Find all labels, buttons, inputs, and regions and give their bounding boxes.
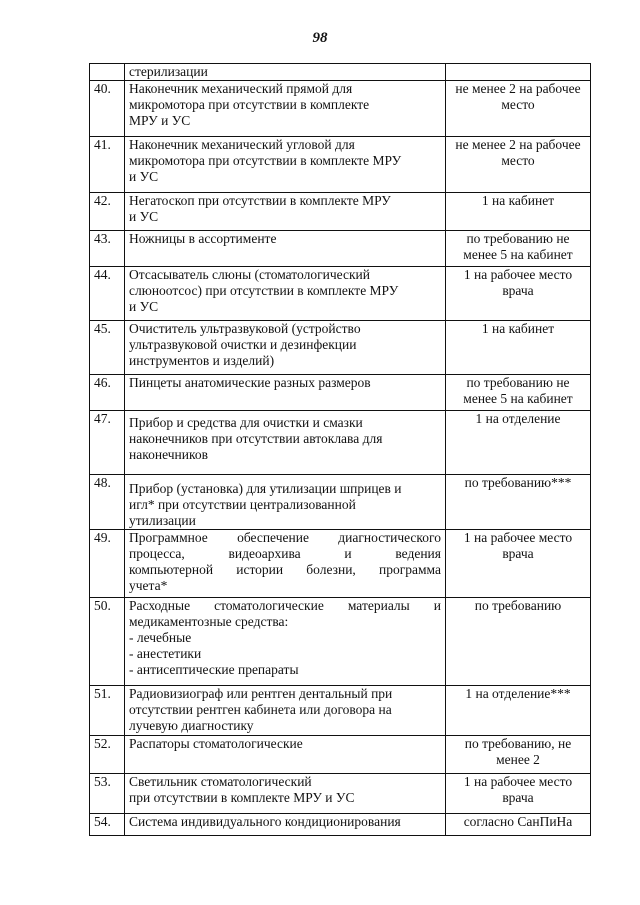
table-row	[90, 137, 591, 193]
item-quantity	[446, 64, 591, 81]
item-name-line: Радиовизиограф или рентген дентальный при	[129, 686, 393, 701]
item-name	[125, 411, 446, 475]
item-name-line: - антисептические препараты	[129, 662, 299, 677]
item-quantity: по требованию***	[446, 475, 591, 530]
item-quantity: согласно СанПиНа	[446, 814, 591, 836]
item-name-line: утилизации	[129, 513, 196, 528]
item-name	[125, 736, 446, 774]
row-number: 45.	[90, 321, 125, 375]
item-name	[125, 81, 446, 137]
item-name	[125, 774, 446, 814]
item-name-line: Пинцеты анатомические разных размеров	[129, 375, 371, 390]
item-name-line: и УС	[129, 169, 159, 184]
item-name-line: Наконечник механический угловой для	[129, 137, 355, 152]
row-number: 41.	[90, 137, 125, 193]
table-row	[90, 193, 591, 231]
item-name	[125, 375, 446, 411]
item-name-line: игл* при отсутствии централизованной	[129, 497, 356, 512]
table-row	[90, 267, 591, 321]
page-number: 98	[312, 30, 328, 46]
item-name	[125, 267, 446, 321]
item-name	[125, 598, 446, 686]
item-quantity: 1 на кабинет	[446, 193, 591, 231]
item-name-line: и УС	[129, 209, 159, 224]
item-name-line: Очиститель ультразвуковой (устройство	[129, 321, 361, 336]
item-name-line: стерилизации	[129, 64, 208, 79]
table-row	[90, 736, 591, 774]
item-name-line: при отсутствии в комплекте МРУ и УС	[129, 790, 355, 805]
item-quantity: по требованию не менее 5 на кабинет	[446, 375, 591, 411]
row-number: 50.	[90, 598, 125, 686]
item-name	[125, 193, 446, 231]
item-name-line: Распаторы стоматологические	[129, 736, 303, 751]
item-quantity: 1 на рабочее место врача	[446, 530, 591, 598]
table-row	[90, 814, 591, 836]
item-name	[125, 530, 446, 598]
item-name-line: ультразвуковой очистки и дезинфекции	[129, 337, 357, 352]
item-name-line: наконечников	[129, 447, 208, 462]
item-name-line: Прибор и средства для очистки и смазки	[129, 415, 363, 430]
item-quantity: 1 на кабинет	[446, 321, 591, 375]
item-name	[125, 64, 446, 81]
item-quantity: по требованию не менее 5 на кабинет	[446, 231, 591, 267]
item-name-line: медикаментозные средства:	[129, 614, 289, 629]
item-name	[125, 321, 446, 375]
item-quantity: по требованию	[446, 598, 591, 686]
item-name-line: отсутствии рентген кабинета или договора на	[129, 702, 392, 717]
item-quantity: 1 на отделение***	[446, 686, 591, 736]
table-row	[90, 530, 591, 598]
item-name-line: слюноотсос) при отсутствии в комплекте МРУ	[129, 283, 399, 298]
table-row	[90, 375, 591, 411]
item-name	[125, 231, 446, 267]
item-quantity: 1 на рабочее место врача	[446, 774, 591, 814]
table-row	[90, 686, 591, 736]
row-number: 44.	[90, 267, 125, 321]
row-number: 51.	[90, 686, 125, 736]
table-row	[90, 321, 591, 375]
item-name-line: микромотора при отсутствии в комплекте МРУ	[129, 153, 402, 168]
row-number: 52.	[90, 736, 125, 774]
table-row	[90, 81, 591, 137]
row-number	[90, 64, 125, 81]
item-name-line: компьютерной истории болезни, программа	[129, 562, 441, 577]
table-row	[90, 598, 591, 686]
item-name-line: наконечников при отсутствии автоклава для	[129, 431, 383, 446]
row-number: 54.	[90, 814, 125, 836]
item-name	[125, 137, 446, 193]
row-number: 53.	[90, 774, 125, 814]
row-number: 48.	[90, 475, 125, 530]
row-number: 49.	[90, 530, 125, 598]
item-quantity: не менее 2 на рабочее место	[446, 137, 591, 193]
row-number: 43.	[90, 231, 125, 267]
item-name	[125, 686, 446, 736]
row-number: 40.	[90, 81, 125, 137]
item-name-line: Система индивидуального кондиционирования	[129, 814, 401, 829]
item-quantity: 1 на отделение	[446, 411, 591, 475]
item-name-line: - лечебные	[129, 630, 192, 645]
item-name-line: лучевую диагностику	[129, 718, 254, 733]
item-name-line: Расходные стоматологические материалы и	[129, 598, 441, 613]
item-name-line: МРУ и УС	[129, 113, 191, 128]
row-number: 42.	[90, 193, 125, 231]
item-quantity: 1 на рабочее место врача	[446, 267, 591, 321]
row-number: 46.	[90, 375, 125, 411]
equipment-table-body	[90, 64, 591, 836]
item-name-line: Прибор (установка) для утилизации шприцев и	[129, 481, 402, 496]
item-name-line: микромотора при отсутствии в комплекте	[129, 97, 370, 112]
item-quantity: не менее 2 на рабочее место	[446, 81, 591, 137]
item-name-line: Негатоскоп при отсутствии в комплекте МРУ	[129, 193, 391, 208]
item-name-line: и УС	[129, 299, 159, 314]
item-name-line: учета*	[129, 578, 168, 593]
item-name	[125, 475, 446, 530]
item-name	[125, 814, 446, 836]
table-row	[90, 231, 591, 267]
item-name-line: Светильник стоматологический	[129, 774, 312, 789]
item-name-line: процесса, видеоархива и ведения	[129, 546, 441, 561]
item-name-line: Наконечник механический прямой для	[129, 81, 353, 96]
item-quantity: по требованию, не менее 2	[446, 736, 591, 774]
item-name-line: Ножницы в ассортименте	[129, 231, 277, 246]
table-row	[90, 411, 591, 475]
table-row	[90, 774, 591, 814]
item-name-line: Программное обеспечение диагностического	[129, 530, 441, 545]
row-number: 47.	[90, 411, 125, 475]
item-name-line: - анестетики	[129, 646, 202, 661]
item-name-line: инструментов и изделий)	[129, 353, 275, 368]
table-row	[90, 475, 591, 530]
item-name-line: Отсасыватель слюны (стоматологический	[129, 267, 370, 282]
equipment-table	[89, 63, 591, 836]
table-row	[90, 64, 591, 81]
